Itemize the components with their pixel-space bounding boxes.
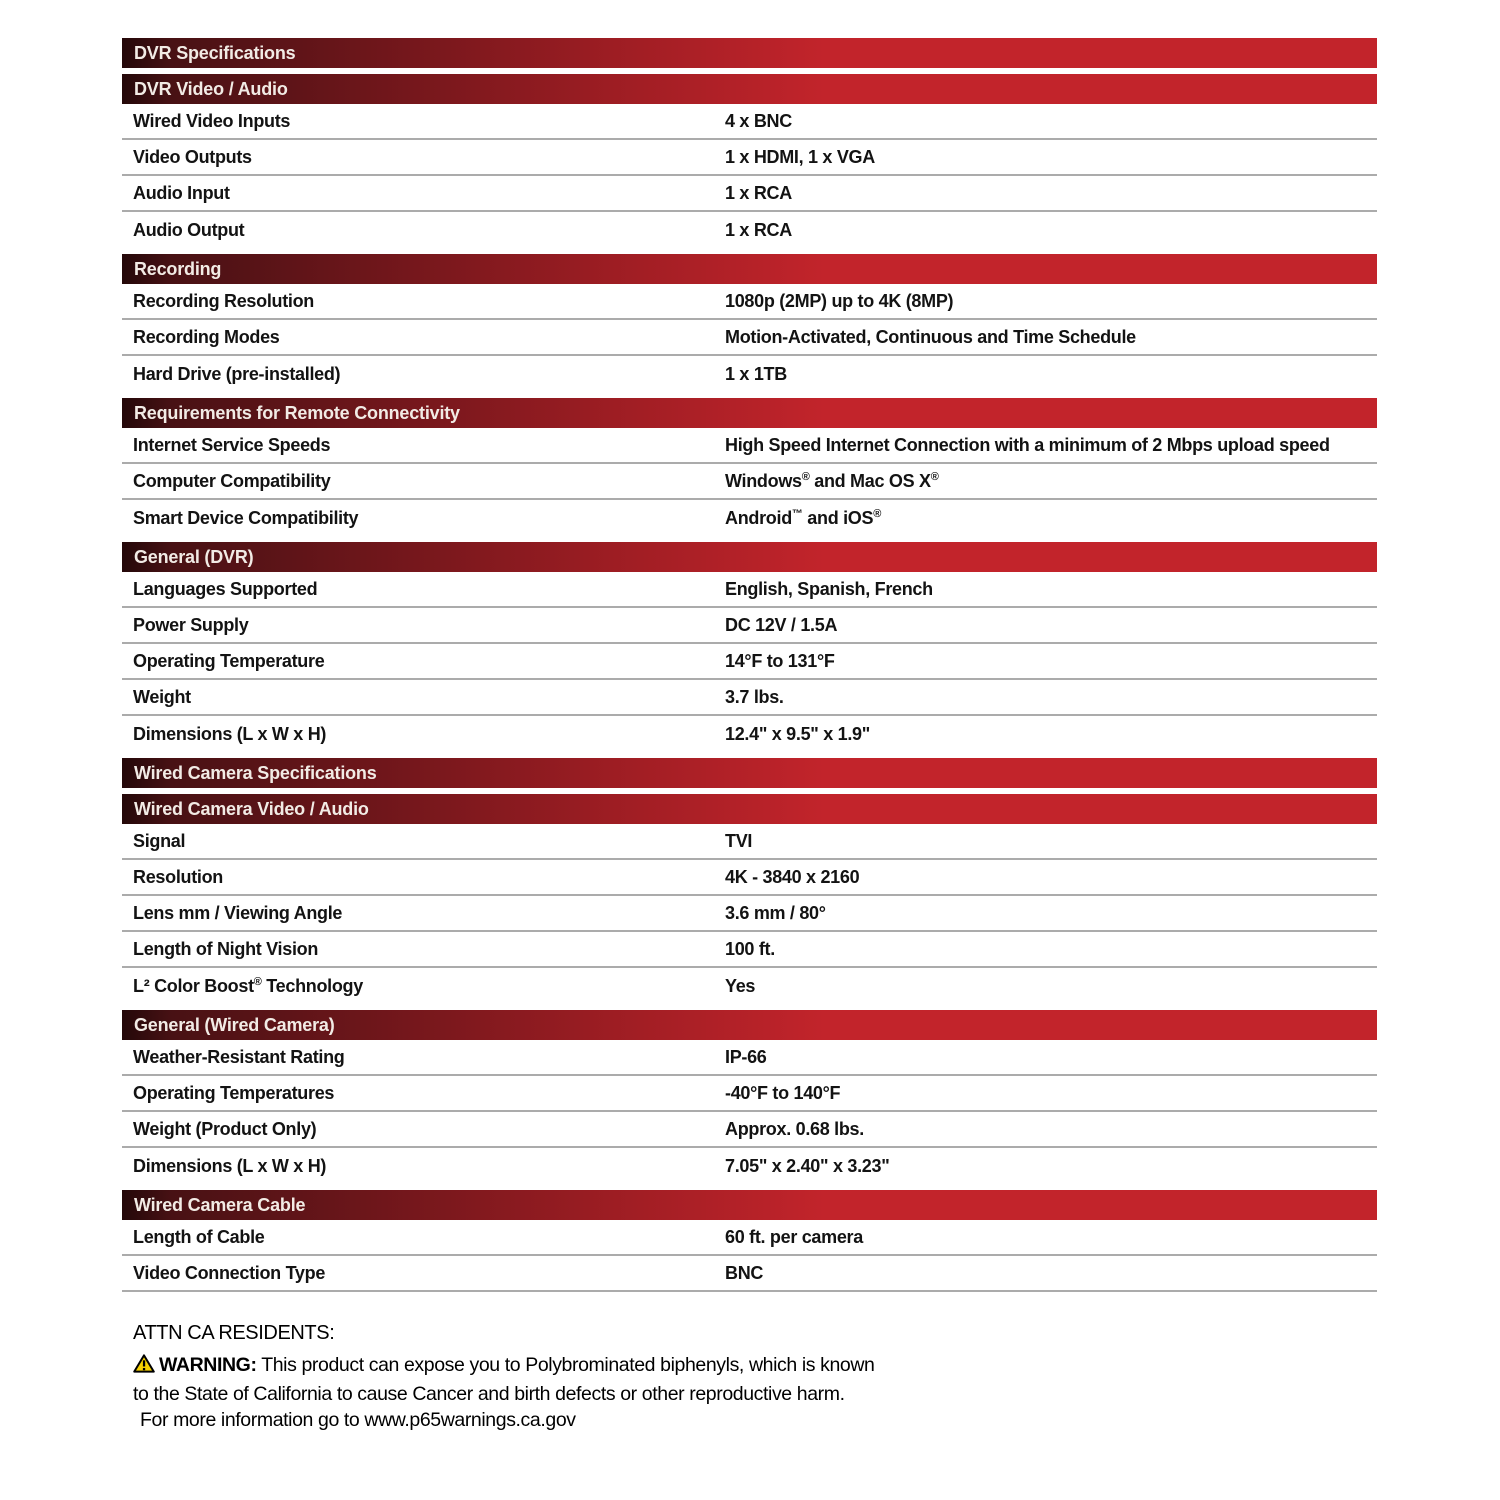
table-row xyxy=(122,284,1377,320)
spec-value: 7.05" x 2.40" x 3.23" xyxy=(725,1155,890,1176)
table-row xyxy=(122,1148,1377,1184)
spec-label: Operating Temperature xyxy=(133,650,325,671)
spec-table xyxy=(122,38,1377,1292)
attn-heading: ATTN CA RESIDENTS: xyxy=(133,1322,335,1344)
table-row xyxy=(122,824,1377,860)
spec-value: 60 ft. per camera xyxy=(725,1226,863,1247)
warning-triangle-icon xyxy=(133,1354,155,1381)
spec-label: Internet Service Speeds xyxy=(133,434,331,455)
table-row xyxy=(122,1076,1377,1112)
section-header: DVR Specifications xyxy=(122,38,1377,68)
spec-value: 1 x HDMI, 1 x VGA xyxy=(725,146,875,167)
spec-label: Weight xyxy=(133,686,191,707)
spec-label: Video Connection Type xyxy=(133,1262,326,1283)
spec-value: Approx. 0.68 lbs. xyxy=(725,1118,864,1139)
spec-value: IP-66 xyxy=(725,1046,767,1067)
spec-label: Operating Temperatures xyxy=(133,1082,335,1103)
section-header: Requirements for Remote Connectivity xyxy=(122,398,1377,428)
table-row xyxy=(122,716,1377,752)
spec-section xyxy=(122,38,1377,68)
spec-value: Windows® and Mac OS X® xyxy=(725,470,939,491)
warning-line-2: to the State of California to cause Cancer and birth defects or other reproductive harm. xyxy=(133,1382,845,1405)
table-row xyxy=(122,176,1377,212)
table-row xyxy=(122,572,1377,608)
spec-label: Recording Modes xyxy=(133,326,280,347)
table-row xyxy=(122,644,1377,680)
spec-value: BNC xyxy=(725,1262,764,1283)
spec-value: 1080p (2MP) up to 4K (8MP) xyxy=(725,290,954,311)
spec-label: Dimensions (L x W x H) xyxy=(133,723,327,744)
warning-label: WARNING: xyxy=(159,1354,257,1376)
warning-text-1: This product can expose you to Polybrominated biphenyls, which is known xyxy=(261,1354,875,1376)
spec-value: 1 x RCA xyxy=(725,219,792,240)
section-header: Recording xyxy=(122,254,1377,284)
spec-value: High Speed Internet Connection with a minimum of 2 Mbps upload speed xyxy=(725,434,1330,455)
table-row xyxy=(122,932,1377,968)
spec-label: Lens mm / Viewing Angle xyxy=(133,902,343,923)
spec-label: Recording Resolution xyxy=(133,290,315,311)
spec-value: Yes xyxy=(725,975,756,996)
table-row xyxy=(122,356,1377,392)
spec-value: 1 x 1TB xyxy=(725,363,787,384)
spec-section xyxy=(122,254,1377,392)
warning-line-1 xyxy=(133,1352,1233,1381)
spec-label: Length of Night Vision xyxy=(133,938,319,959)
table-row xyxy=(122,464,1377,500)
table-row xyxy=(122,500,1377,536)
spec-label: L² Color Boost® Technology xyxy=(133,975,363,996)
table-row xyxy=(122,428,1377,464)
spec-label: Languages Supported xyxy=(133,578,318,599)
spec-value: 14°F to 131°F xyxy=(725,650,835,671)
spec-label: Audio Output xyxy=(133,219,245,240)
table-row xyxy=(122,1112,1377,1148)
spec-label: Smart Device Compatibility xyxy=(133,507,359,528)
spec-label: Weather-Resistant Rating xyxy=(133,1046,345,1067)
section-header: DVR Video / Audio xyxy=(122,74,1377,104)
table-row xyxy=(122,680,1377,716)
spec-value: -40°F to 140°F xyxy=(725,1082,841,1103)
spec-section xyxy=(122,542,1377,752)
table-row xyxy=(122,320,1377,356)
spec-section xyxy=(122,74,1377,248)
spec-label: Computer Compatibility xyxy=(133,470,331,491)
spec-value: 3.7 lbs. xyxy=(725,686,784,707)
spec-value: English, Spanish, French xyxy=(725,578,933,599)
spec-value: 4 x BNC xyxy=(725,110,792,131)
spec-label: Power Supply xyxy=(133,614,249,635)
section-rows xyxy=(122,1040,1377,1184)
section-rows xyxy=(122,284,1377,392)
section-rows xyxy=(122,572,1377,752)
spec-value: 3.6 mm / 80° xyxy=(725,902,826,923)
spec-label: Resolution xyxy=(133,866,223,887)
spec-value: 12.4" x 9.5" x 1.9" xyxy=(725,723,871,744)
table-row xyxy=(122,1256,1377,1292)
spec-value: DC 12V / 1.5A xyxy=(725,614,838,635)
spec-label: Audio Input xyxy=(133,182,230,203)
section-header: Wired Camera Cable xyxy=(122,1190,1377,1220)
spec-section xyxy=(122,1190,1377,1292)
ca-residents-notice xyxy=(133,1322,1233,1434)
section-rows xyxy=(122,1220,1377,1292)
table-row xyxy=(122,1220,1377,1256)
section-header: Wired Camera Specifications xyxy=(122,758,1377,788)
section-rows xyxy=(122,428,1377,536)
section-header: General (Wired Camera) xyxy=(122,1010,1377,1040)
spec-label: Length of Cable xyxy=(133,1226,265,1247)
spec-section xyxy=(122,398,1377,536)
spec-value: 4K - 3840 x 2160 xyxy=(725,866,860,887)
section-rows xyxy=(122,824,1377,1004)
table-row xyxy=(122,608,1377,644)
section-header: General (DVR) xyxy=(122,542,1377,572)
spec-value: Motion-Activated, Continuous and Time Schedule xyxy=(725,326,1136,347)
spec-value: 100 ft. xyxy=(725,938,775,959)
spec-label: Dimensions (L x W x H) xyxy=(133,1155,327,1176)
spec-label: Weight (Product Only) xyxy=(133,1118,317,1139)
spec-value: Android™ and iOS® xyxy=(725,507,882,528)
spec-label: Wired Video Inputs xyxy=(133,110,291,131)
spec-section xyxy=(122,758,1377,788)
spec-label: Hard Drive (pre-installed) xyxy=(133,363,341,384)
spec-label: Video Outputs xyxy=(133,146,252,167)
spec-value: TVI xyxy=(725,830,753,851)
section-header: Wired Camera Video / Audio xyxy=(122,794,1377,824)
table-row xyxy=(122,104,1377,140)
table-row xyxy=(122,896,1377,932)
spec-section xyxy=(122,1010,1377,1184)
table-row xyxy=(122,140,1377,176)
spec-value: 1 x RCA xyxy=(725,182,792,203)
spec-section xyxy=(122,794,1377,1004)
spec-label: Signal xyxy=(133,830,186,851)
table-row xyxy=(122,968,1377,1004)
table-row xyxy=(122,860,1377,896)
table-row xyxy=(122,1040,1377,1076)
table-row xyxy=(122,212,1377,248)
section-rows xyxy=(122,104,1377,248)
warning-line-3: For more information go to www.p65warnings.ca.gov xyxy=(140,1409,576,1431)
